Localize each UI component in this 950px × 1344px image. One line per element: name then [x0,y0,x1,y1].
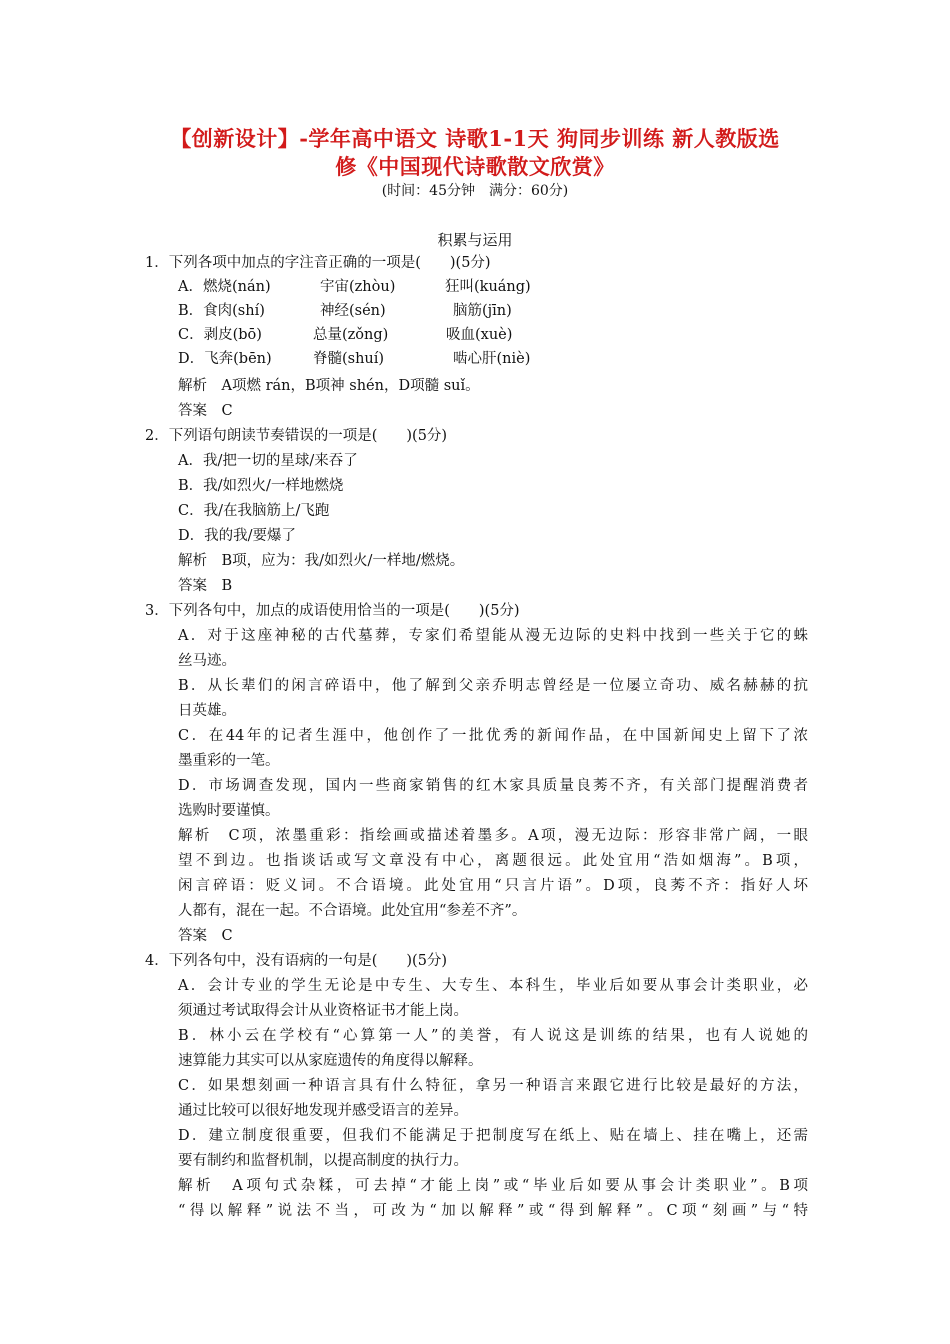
q3-answer: 答案 C [178,928,233,944]
q3-option-a-line2: 丝马迹。 [178,653,236,669]
q2-answer: 答案 B [178,578,233,594]
q1-a-item1: A．燃烧(nán) [178,279,271,295]
q2-stem: 2．下列语句朗读节奏错误的一项是( )(5分) [145,428,448,444]
q3-option-d-line1: D．市场调查发现，国内一些商家销售的红木家具质量良莠不齐，有关部门提醒消费者 [178,778,808,794]
doc-title-line2: 修《中国现代诗歌散文欣赏》 [335,154,615,179]
q4-option-d-line1: D．建立制度很重要，但我们不能满足于把制度写在纸上、贴在墙上、挂在嘴上，还需 [178,1128,808,1144]
q3-analysis-line2: 望不到边。也指谈话或写文章没有中心，离题很远。此处宜用“浩如烟海”。B项， [178,853,808,869]
q2-option-a: A．我/把一切的星球/来吞了 [178,453,358,469]
q2-option-d: D．我的我/要爆了 [178,528,297,544]
q3-stem: 3．下列各句中，加点的成语使用恰当的一项是( )(5分) [145,603,520,619]
q3-option-c-line1: C．在44年的记者生涯中，他创作了一批优秀的新闻作品，在中国新闻史上留下了浓 [178,728,808,744]
q4-option-a-line1: A．会计专业的学生无论是中专生、大专生、本科生，毕业后如要从事会计类职业，必 [178,978,808,994]
q1-a-item3: 狂叫(kuáng) [445,279,531,295]
q4-option-b-line1: B．林小云在学校有“心算第一人”的美誉，有人说这是训练的结果，也有人说她的 [178,1028,808,1044]
q1-stem: 1．下列各项中加点的字注音正确的一项是( )(5分) [145,255,491,271]
q1-answer: 答案 C [178,403,233,419]
q4-option-c-line2: 通过比较可以很好地发现并感受语言的差异。 [178,1103,468,1119]
section-title: 积累与运用 [437,231,513,249]
q1-option-a [178,277,531,297]
q1-b-item3: 脑筋(jīn) [453,303,512,319]
doc-title-line1: 【创新设计】-学年高中语文 诗歌1-1天 狗同步训练 新人教版选 [170,126,780,151]
q3-option-b-line2: 日英雄。 [178,703,236,719]
q4-analysis-line1: 解析 A项句式杂糅，可去掉“才能上岗”或“毕业后如要从事会计类职业”。B项 [178,1178,808,1194]
q1-c-item1: C．剥皮(bō) [178,327,262,343]
q2-option-b: B．我/如烈火/一样地燃烧 [178,478,344,494]
q1-c-item3: 吸血(xuè) [446,327,513,343]
q1-b-item2: 神经(sén) [320,303,386,319]
q1-option-b [178,301,512,321]
time-info: (时间：45分钟 满分：60分) [381,183,569,199]
q2-analysis: 解析 B项，应为：我/如烈火/一样地/燃烧。 [178,553,465,569]
q1-b-item1: B．食肉(shí) [178,303,265,319]
q4-option-c-line1: C．如果想刻画一种语言具有什么特征，拿另一种语言来跟它进行比较是最好的方法， [178,1078,808,1094]
q1-option-d [178,349,530,369]
q1-d-item3: 啮心肝(niè) [453,351,531,367]
q1-option-c [178,325,512,345]
q3-analysis-line1: 解析 C项，浓墨重彩：指绘画或描述着墨多。A项，漫无边际：形容非常广阔，一眼 [178,828,808,844]
q3-option-a-line1: A．对于这座神秘的古代墓葬，专家们希望能从漫无边际的史料中找到一些关于它的蛛 [178,628,808,644]
q4-option-d-line2: 要有制约和监督机制，以提高制度的执行力。 [178,1153,468,1169]
q1-analysis: 解析 A项燃 rán，B项神 shén，D项髓 suǐ。 [178,378,480,394]
q3-analysis-line4: 人都有，混在一起。不合语境。此处宜用“参差不齐”。 [178,903,527,919]
q3-option-c-line2: 墨重彩的一笔。 [178,753,280,769]
q1-d-item2: 脊髓(shuí) [313,351,385,367]
q3-analysis-line3: 闲言碎语：贬义词。不合语境。此处宜用“只言片语”。D项，良莠不齐：指好人坏 [178,878,808,894]
q4-option-a-line2: 须通过考试取得会计从业资格证书才能上岗。 [178,1003,468,1019]
q4-stem: 4．下列各句中，没有语病的一句是( )(5分) [145,953,448,969]
q3-option-d-line2: 选购时要谨慎。 [178,803,280,819]
q4-option-b-line2: 速算能力其实可以从家庭遗传的角度得以解释。 [178,1053,483,1069]
q4-analysis-line2: “得以解释”说法不当，可改为“加以解释”或“得到解释”。C项“刻画”与“特 [178,1203,808,1219]
q1-a-item2: 宇宙(zhòu) [320,279,396,295]
q1-d-item1: D．飞奔(bēn) [178,351,272,367]
q1-c-item2: 总量(zǒng) [313,327,389,343]
q3-option-b-line1: B．从长辈们的闲言碎语中，他了解到父亲乔明志曾经是一位屡立奇功、威名赫赫的抗 [178,678,808,694]
q2-option-c: C．我/在我脑筋上/飞跑 [178,503,330,519]
